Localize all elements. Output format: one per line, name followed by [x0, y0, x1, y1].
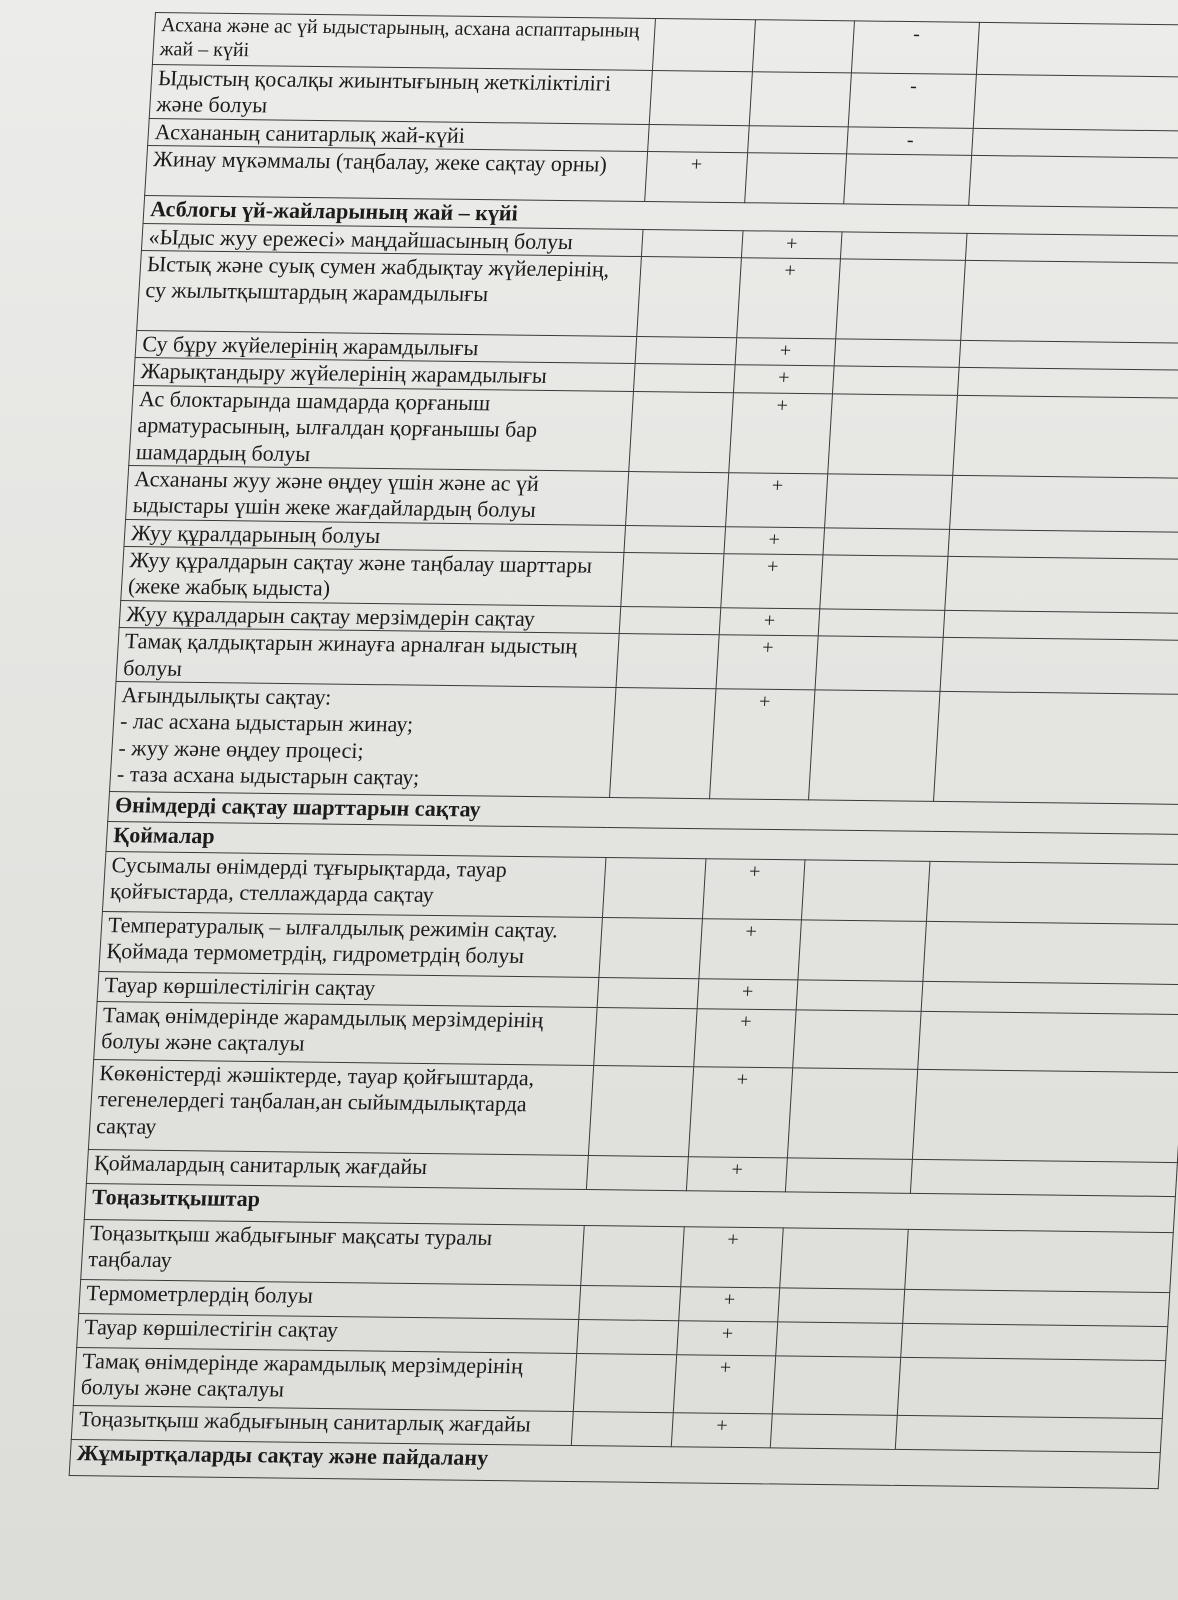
mark-cell-c3: [841, 231, 967, 260]
mark-cell-c4: [945, 556, 1178, 613]
mark-cell-c2: [747, 125, 849, 154]
mark-cell-c4: [934, 691, 1178, 804]
mark-cell-c2: +: [741, 230, 843, 259]
mark-cell-c3: [809, 690, 940, 801]
mark-cell-c1: [633, 364, 735, 393]
mark-cell-c3: [836, 259, 966, 340]
mark-cell-c2: +: [678, 1287, 780, 1322]
mark-cell-c1: [641, 229, 743, 258]
criterion-text: Асхананың санитарлық жай-күйі: [148, 118, 649, 151]
criterion-text: Көкөністерді жәшіктерде, тауар қойғыштарда, тегенелердегі таңбалан,ан сыйымдылықтарда сақтау: [88, 1060, 593, 1156]
mark-cell-c3: [823, 528, 949, 557]
mark-cell-c3: -: [847, 127, 973, 156]
mark-cell-c2: +: [736, 258, 841, 339]
mark-cell-c4: [953, 395, 1178, 478]
mark-cell-c4: [911, 1159, 1178, 1196]
mark-cell-c1: [586, 1156, 688, 1191]
mark-cell-c2: +: [735, 338, 837, 367]
criterion-text: Термометрлердің болуы: [79, 1280, 581, 1320]
checklist-row: [129, 385, 1178, 478]
mark-cell-c3: [815, 636, 943, 691]
criterion-text: Ағындылықты сақтау: - лас асхана ыдыстарын жинау; - жуу және өңдеу процесі; - таза асхана ыдыстарын сақтау;: [110, 682, 616, 798]
criterion-text: Су бұру жүйелерінің жарамдылығы: [135, 330, 636, 363]
mark-cell-c3: [833, 366, 959, 395]
checklist-row: [88, 1060, 1178, 1163]
mark-cell-c1: +: [644, 152, 747, 203]
mark-cell-c4: [943, 610, 1178, 641]
mark-cell-c1: [602, 858, 705, 919]
mark-cell-c3: [820, 555, 948, 610]
mark-cell-c1: [580, 1226, 683, 1287]
mark-cell-c2: +: [720, 554, 823, 609]
mark-cell-c4: [923, 921, 1178, 984]
mark-cell-c3: [780, 1228, 908, 1289]
mark-cell-c3: [844, 154, 972, 205]
mark-cell-c2: +: [697, 979, 799, 1010]
mark-cell-c2: +: [725, 473, 828, 528]
mark-cell-c4: [927, 861, 1178, 924]
mark-cell-c2: +: [723, 526, 825, 555]
mark-cell-c2: +: [733, 365, 835, 394]
criterion-text: Тоңазытқыш жабдығының санитарлық жағдайы: [71, 1406, 573, 1446]
mark-cell-c1: [624, 525, 726, 554]
inspection-checklist-table: [69, 12, 1178, 1489]
mark-cell-c4: [918, 1011, 1178, 1072]
mark-cell-c2: +: [716, 635, 819, 690]
mark-cell-c3: [771, 1414, 898, 1449]
mark-cell-c4: [974, 74, 1178, 131]
section-title: Жұмыртқаларды сақтау және пайдалану: [69, 1440, 1160, 1489]
mark-cell-c4: [913, 1069, 1178, 1162]
mark-cell-c3: [835, 339, 961, 368]
mark-cell-c1: [578, 1286, 680, 1321]
mark-cell-c2: +: [698, 919, 801, 980]
mark-cell-c4: [948, 529, 1178, 560]
mark-cell-c1: [625, 471, 728, 526]
mark-cell-c4: [921, 981, 1178, 1014]
mark-cell-c3: [778, 1288, 905, 1323]
mark-cell-c4: [961, 260, 1178, 343]
criterion-text: Сусымалы өнімдерді тұғырықтарда, тауар қойғыстарда, стеллаждарда сақтау: [102, 852, 605, 918]
mark-cell-c1: [636, 256, 741, 337]
criterion-text: Тамақ өнімдерінде жарамдылық мерзімдерінің болуы және сақталуы: [73, 1348, 576, 1412]
mark-cell-c4: [966, 233, 1178, 264]
mark-cell-c3: [786, 1158, 913, 1193]
criterion-text: Тауар көршілестігін сақтау: [77, 1314, 579, 1354]
mark-cell-c1: [588, 1066, 693, 1157]
section-title: Тоңазытқыштар: [84, 1184, 1175, 1233]
mark-cell-c2: [752, 20, 855, 73]
criterion-text: Тамақ қалдықтарын жинауға арналған ыдыстың болуы: [116, 628, 619, 688]
mark-cell-c1: [571, 1412, 673, 1447]
criterion-text: Температуралық – ылғалдылық режимін сақтау. Қоймада термометрдің, гидрометрдің болуы: [99, 912, 602, 978]
mark-cell-c4: [903, 1289, 1170, 1326]
mark-cell-c2: +: [688, 1067, 793, 1158]
section-title: Өнімдерді сақтау шарттарын сақтау: [108, 792, 1178, 835]
mark-cell-c2: +: [673, 1355, 776, 1414]
mark-cell-c4: [977, 22, 1178, 77]
criterion-text: Ыстық және суық сумен жабдықтау жүйелерінің, су жылытқыштардың жарамдылығы: [137, 250, 641, 336]
mark-cell-c1: [609, 688, 715, 799]
criterion-text: Асхана және ас үй ыдыстарының, асхана аспаптарының жай – күйі: [152, 13, 655, 71]
mark-cell-c2: +: [719, 608, 821, 637]
mark-cell-c3: [798, 920, 926, 981]
mark-cell-c3: [773, 1356, 901, 1415]
criterion-text: Жуу құралдарын сақтау мерзімдерін сақтау: [119, 600, 620, 633]
criterion-text: Ас блоктарында шамдарда қорғаныш арматурасының, ылғалдан қорғанышы бар шамдардың болуы: [129, 385, 633, 471]
mark-cell-c2: +: [709, 689, 815, 800]
mark-cell-c2: +: [680, 1227, 783, 1288]
mark-cell-c4: [898, 1357, 1166, 1418]
mark-cell-c1: [616, 634, 719, 689]
mark-cell-c1: [620, 553, 723, 608]
mark-cell-c1: [598, 918, 701, 979]
criterion-text: Тоңазытқыш жабдығынығ мақсаты туралы таңбалау: [81, 1220, 584, 1286]
mark-cell-c3: [802, 860, 930, 921]
section-title: Қоймалар: [106, 822, 1178, 865]
mark-cell-c4: [972, 128, 1178, 159]
mark-cell-c4: [901, 1323, 1168, 1360]
mark-cell-c3: [828, 394, 958, 476]
mark-cell-c4: [896, 1415, 1163, 1452]
checklist-row: [110, 682, 1178, 805]
criterion-text: Ыдыстың қосалқы жиынтығының жеткіліктілігі және болуы: [149, 65, 652, 125]
mark-cell-c4: [905, 1229, 1173, 1292]
mark-cell-c2: +: [693, 1009, 796, 1068]
mark-cell-c2: +: [728, 392, 833, 473]
criterion-text: Тамақ өнімдерінде жарамдылық мерзімдерінің болуы және сақталуы: [94, 1002, 597, 1066]
criterion-text: Асхананы жуу және өңдеу үшін және ас үй ыдыстары үшін жеке жағдайлардың болуы: [126, 465, 629, 525]
mark-cell-c2: +: [676, 1321, 778, 1356]
criterion-text: Жуу құралдарын сақтау және таңбалау шарттары (жеке жабық ыдыста): [121, 547, 624, 607]
criterion-text: Жуу құралдарының болуы: [124, 519, 625, 552]
mark-cell-c2: [744, 153, 847, 204]
criterion-text: Жарықтандыру жүйелерінің жарамдылығы: [133, 358, 634, 391]
mark-cell-c1: [619, 606, 721, 635]
mark-cell-c4: [940, 638, 1178, 695]
mark-cell-c2: [749, 72, 852, 127]
mark-cell-c3: [793, 1010, 921, 1069]
mark-cell-c1: [573, 1354, 676, 1413]
mark-cell-c3: [819, 609, 945, 638]
mark-cell-c1: [593, 1008, 696, 1067]
mark-cell-c4: [950, 475, 1178, 532]
section-title: Асблогы үй-жайларының жай – күйі: [143, 196, 1178, 236]
mark-cell-c4: [958, 368, 1178, 399]
mark-cell-c3: -: [852, 21, 980, 74]
checklist-row: [137, 250, 1178, 343]
mark-cell-c4: [969, 156, 1178, 209]
mark-cell-c3: [797, 980, 924, 1011]
criterion-text: «Ыдыс жуу ережесі» маңдайшасының болуы: [141, 223, 642, 256]
mark-cell-c3: -: [849, 73, 977, 128]
mark-cell-c2: +: [686, 1157, 788, 1192]
mark-cell-c1: [647, 124, 749, 153]
criterion-text: Тауар көршілестілігін сақтау: [97, 972, 598, 1008]
mark-cell-c3: [788, 1068, 918, 1159]
mark-cell-c1: [576, 1320, 678, 1355]
mark-cell-c3: [776, 1322, 903, 1357]
mark-cell-c1: [628, 391, 733, 472]
criterion-text: Қоймалардың санитарлық жағдайы: [86, 1150, 588, 1190]
mark-cell-c2: +: [702, 859, 805, 920]
mark-cell-c4: [959, 340, 1178, 371]
mark-cell-c3: [825, 474, 953, 529]
mark-cell-c2: +: [671, 1413, 773, 1448]
mark-cell-c1: [597, 978, 699, 1009]
criterion-text: Жинау мүкәммалы (таңбалау, жеке сақтау орны): [145, 146, 648, 202]
mark-cell-c1: [652, 19, 755, 72]
mark-cell-c1: [649, 71, 752, 126]
mark-cell-c1: [635, 336, 737, 365]
